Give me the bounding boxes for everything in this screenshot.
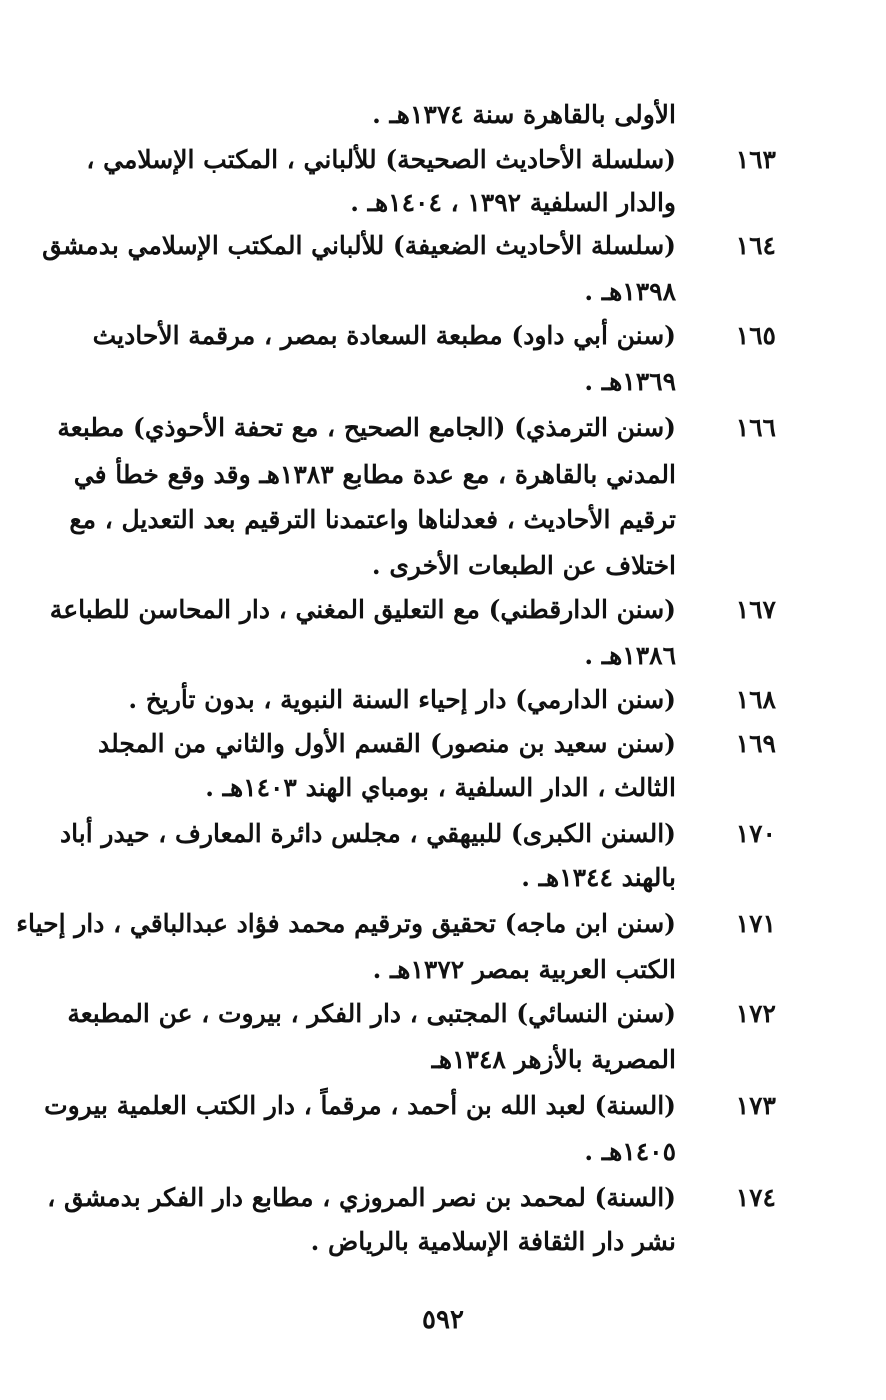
entry-number-168: ١٦٨ [735,685,776,714]
entry-172-line-2: المصرية بالأزهر ١٣٤٨هـ [431,1045,676,1074]
entry-163-line-1: (سلسلة الأحاديث الصحيحة) للألباني ، المكتب الإسلامي ، [86,145,676,174]
entry-166-line-1: (سنن الترمذي) (الجامع الصحيح ، مع تحفة الأحوذي) مطبعة [57,413,676,442]
entry-173-line-2: ١٤٠٥هـ . [584,1137,676,1166]
entry-164-line-1: (سلسلة الأحاديث الضعيفة) للألباني المكتب الإسلامي بدمشق [42,231,676,260]
entry-number-174: ١٧٤ [735,1183,776,1212]
entry-166-line-3: ترقيم الأحاديث ، فعدلناها واعتمدنا الترقيم بعد التعديل ، مع [69,505,676,534]
entry-170-line-1: (السنن الكبرى) للبيهقي ، مجلس دائرة المعارف ، حيدر أباد [60,819,676,848]
entry-168-line-1: (سنن الدارمي) دار إحياء السنة النبوية ، بدون تأريخ . [128,685,676,714]
entry-169-line-1: (سنن سعيد بن منصور) القسم الأول والثاني من المجلد [98,729,676,758]
entry-number-172: ١٧٢ [735,999,776,1028]
entry-number-173: ١٧٣ [735,1091,776,1120]
entry-163-line-2: والدار السلفية ١٣٩٢ ، ١٤٠٤هـ . [350,188,676,217]
entry-166-line-4: اختلاف عن الطبعات الأخرى . [371,551,676,580]
entry-169-line-2: الثالث ، الدار السلفية ، بومباي الهند ١٤٠٣هـ . [205,773,676,802]
continuation-line: الأولى بالقاهرة سنة ١٣٧٤هـ . [372,100,676,129]
entry-number-165: ١٦٥ [735,321,776,350]
entry-174-line-1: (السنة) لمحمد بن نصر المروزي ، مطابع دار الفكر بدمشق ، [47,1183,676,1212]
entry-number-163: ١٦٣ [735,145,776,174]
entry-171-line-2: الكتب العربية بمصر ١٣٧٢هـ . [372,955,676,984]
page-number: ٥٩٢ [422,1305,464,1335]
entry-173-line-1: (السنة) لعبد الله بن أحمد ، مرقماً ، دار الكتب العلمية بيروت [44,1091,676,1120]
entry-167-line-2: ١٣٨٦هـ . [584,641,676,670]
entry-number-167: ١٦٧ [735,595,776,624]
entry-164-line-2: ١٣٩٨هـ . [584,277,676,306]
entry-number-166: ١٦٦ [735,413,776,442]
entry-172-line-1: (سنن النسائي) المجتبى ، دار الفكر ، بيروت ، عن المطبعة [67,999,676,1028]
entry-number-169: ١٦٩ [735,729,776,758]
entry-174-line-2: نشر دار الثقافة الإسلامية بالرياض . [310,1227,676,1256]
entry-171-line-1: (سنن ابن ماجه) تحقيق وترقيم محمد فؤاد عبدالباقي ، دار إحياء [16,909,676,938]
entry-number-171: ١٧١ [735,909,776,938]
entry-170-line-2: بالهند ١٣٤٤هـ . [521,863,676,892]
entry-number-170: ١٧٠ [735,819,776,848]
entry-165-line-2: ١٣٦٩هـ . [584,367,676,396]
entry-167-line-1: (سنن الدارقطني) مع التعليق المغني ، دار المحاسن للطباعة [49,595,676,624]
entry-165-line-1: (سنن أبي داود) مطبعة السعادة بمصر ، مرقمة الأحاديث [92,321,676,350]
entry-166-line-2: المدني بالقاهرة ، مع عدة مطابع ١٣٨٣هـ وقد وقع خطأ في [73,460,676,489]
entry-number-164: ١٦٤ [735,231,776,260]
